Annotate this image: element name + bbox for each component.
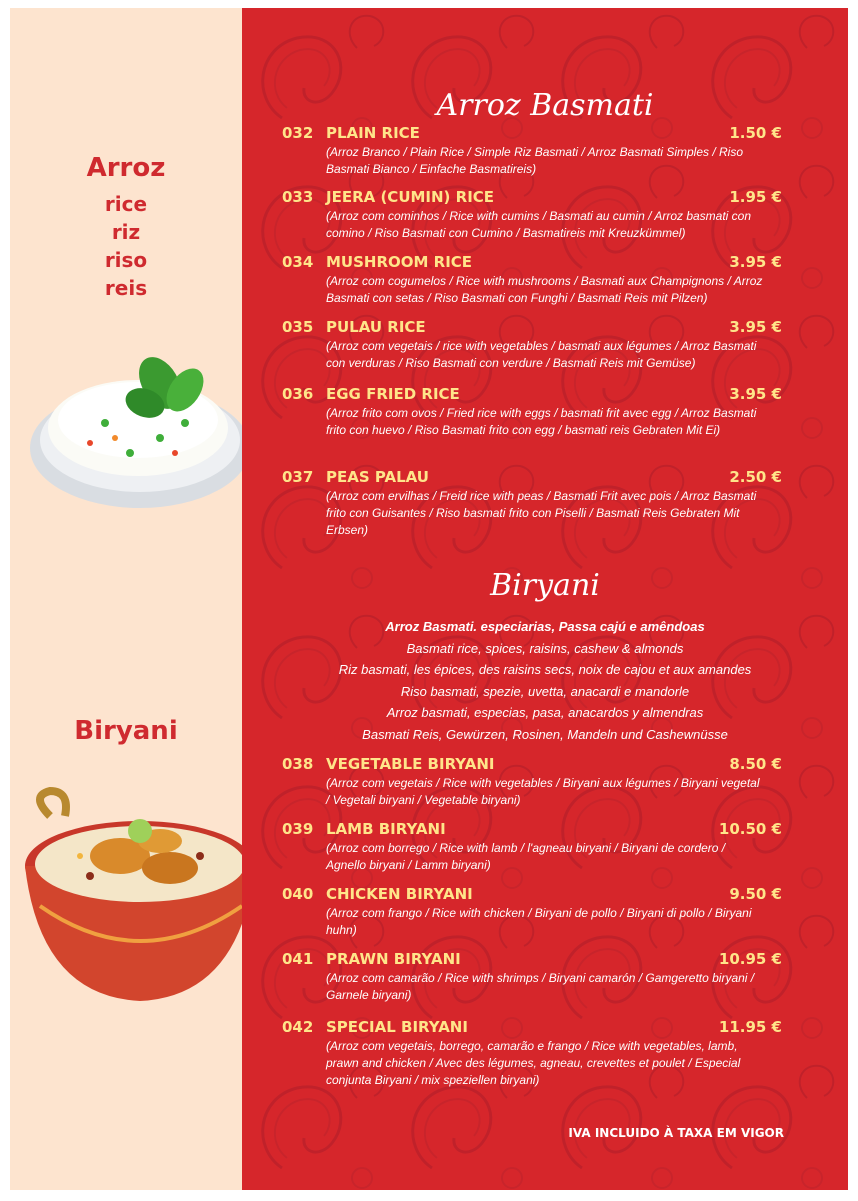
item-description: (Arroz com cogumelos / Rice with mushrooms / Basmati aux Champignons / Arroz Basmati con setas / Riso Basmati con Funghi / Basmati Reis mit Pilzen)	[326, 274, 763, 305]
intro-line: Arroz basmati, especias, pasa, anacardos y almendras	[386, 705, 704, 720]
item-name: MUSHROOM RICE	[326, 253, 473, 271]
sidebar	[10, 8, 242, 1190]
item-description: (Arroz com vegetais, borrego, camarão e frango / Rice with vegetables, lamb, prawn and chicken / Avec des légumes, agneau, crevettes et poulet / Especial conjunta Biryani / mix speziellen biryani)	[326, 1039, 741, 1087]
item-price: 10.95 €	[718, 950, 782, 968]
item-name: PLAIN RICE	[326, 124, 420, 142]
item-number: 035	[282, 318, 314, 336]
item-price: 1.50 €	[729, 124, 782, 142]
arroz-translation-riz: riz	[111, 220, 141, 244]
item-name: SPECIAL BIRYANI	[326, 1018, 468, 1036]
item-name: JEERA (CUMIN) RICE	[326, 188, 495, 206]
item-price: 3.95 €	[729, 253, 782, 271]
item-number: 036	[282, 385, 314, 403]
item-name: EGG FRIED RICE	[326, 385, 460, 403]
item-number: 034	[282, 253, 314, 271]
item-name: CHICKEN BIRYANI	[326, 885, 473, 903]
item-price: 11.95 €	[718, 1018, 782, 1036]
item-description: (Arroz com frango / Rice with chicken / Biryani de pollo / Biryani di pollo / Biryani huhn)	[326, 906, 752, 937]
intro-line: Basmati rice, spices, raisins, cashew & almonds	[406, 640, 684, 656]
intro-line: Riz basmati, les épices, des raisins secs, noix de cajou et aux amandes	[338, 662, 752, 677]
item-price: 8.50 €	[729, 755, 782, 773]
item-description: (Arroz com vegetais / Rice with vegetables / Biryani aux légumes / Biryani vegetal / Vegetali biryani / Vegetable biryani)	[326, 776, 760, 807]
intro-line: Basmati Reis, Gewürzen, Rosinen, Mandeln und Cashewnüsse	[362, 726, 728, 742]
item-description: (Arroz com borrego / Rice with lamb / l'agneau biryani / Biryani de cordero / Agnello biryani / Lamm biryani)	[326, 841, 726, 872]
menu-panel	[242, 8, 848, 1190]
item-description: (Arroz com camarão / Rice with shrimps / Biryani camarón / Gamgeretto biryani / Garnele biryani)	[326, 971, 755, 1002]
arroz-heading: Arroz	[86, 153, 166, 183]
item-name: LAMB BIRYANI	[326, 820, 446, 838]
item-description: (Arroz com vegetais / rice with vegetables / basmati aux légumes / Arroz Basmati con verduras / Riso Basmati con verdure / Basmati Reis mit Gemüse)	[326, 339, 757, 370]
item-number: 038	[282, 755, 314, 773]
item-description: (Arroz com ervilhas / Freid rice with peas / Basmati Frit avec pois / Arroz Basmati frito con Guisantes / Riso basmati frito con Piselli / Basmati Reis Gebraten Mit Erbsen)	[326, 489, 757, 537]
item-price: 3.95 €	[729, 318, 782, 336]
item-number: 042	[282, 1018, 314, 1036]
item-price: 10.50 €	[718, 820, 782, 838]
section-title-biryani: Biryani	[490, 568, 600, 603]
arroz-translation-reis: reis	[104, 276, 148, 300]
rice-dish-image	[10, 328, 242, 528]
item-price: 1.95 €	[729, 188, 782, 206]
item-name: PRAWN BIRYANI	[326, 950, 461, 968]
section-title-arroz-basmati: Arroz Basmati	[436, 88, 654, 123]
item-number: 037	[282, 468, 314, 486]
item-description: (Arroz Branco / Plain Rice / Simple Riz Basmati / Arroz Basmati Simples / Riso Basmati Bianco / Einfache Basmatireis)	[326, 145, 744, 176]
item-number: 033	[282, 188, 314, 206]
intro-line: Riso basmati, spezie, uvetta, anacardi e mandorle	[400, 683, 690, 699]
item-name: VEGETABLE BIRYANI	[326, 755, 495, 773]
item-price: 9.50 €	[729, 885, 782, 903]
item-number: 032	[282, 124, 314, 142]
biryani-heading: Biryani	[74, 716, 178, 746]
item-number: 039	[282, 820, 314, 838]
item-name: PEAS PALAU	[326, 468, 429, 486]
biryani-intro	[242, 616, 848, 745]
item-name: PULAU RICE	[326, 318, 426, 336]
tax-note: IVA INCLUIDO À TAXA EM VIGOR	[568, 1126, 784, 1140]
item-price: 2.50 €	[729, 468, 782, 486]
item-description: (Arroz com cominhos / Rice with cumins / Basmati au cumin / Arroz basmati con comino / Riso Basmati con Cumino / Basmatireis mit Kreuzkümmel)	[326, 209, 752, 240]
item-number: 041	[282, 950, 314, 968]
arroz-translation-riso: riso	[104, 248, 148, 272]
item-price: 3.95 €	[729, 385, 782, 403]
item-description: (Arroz frito com ovos / Fried rice with eggs / basmati frit avec egg / Arroz Basmati frito con huevo / Riso Basmati frito con egg / basmati reis Gebraten Mit Ei)	[326, 406, 757, 437]
biryani-dish-image	[10, 786, 242, 1011]
intro-line: Arroz Basmati. especiarias, Passa cajú e amêndoas	[385, 619, 705, 634]
arroz-translation-rice: rice	[104, 192, 148, 216]
item-number: 040	[282, 885, 314, 903]
